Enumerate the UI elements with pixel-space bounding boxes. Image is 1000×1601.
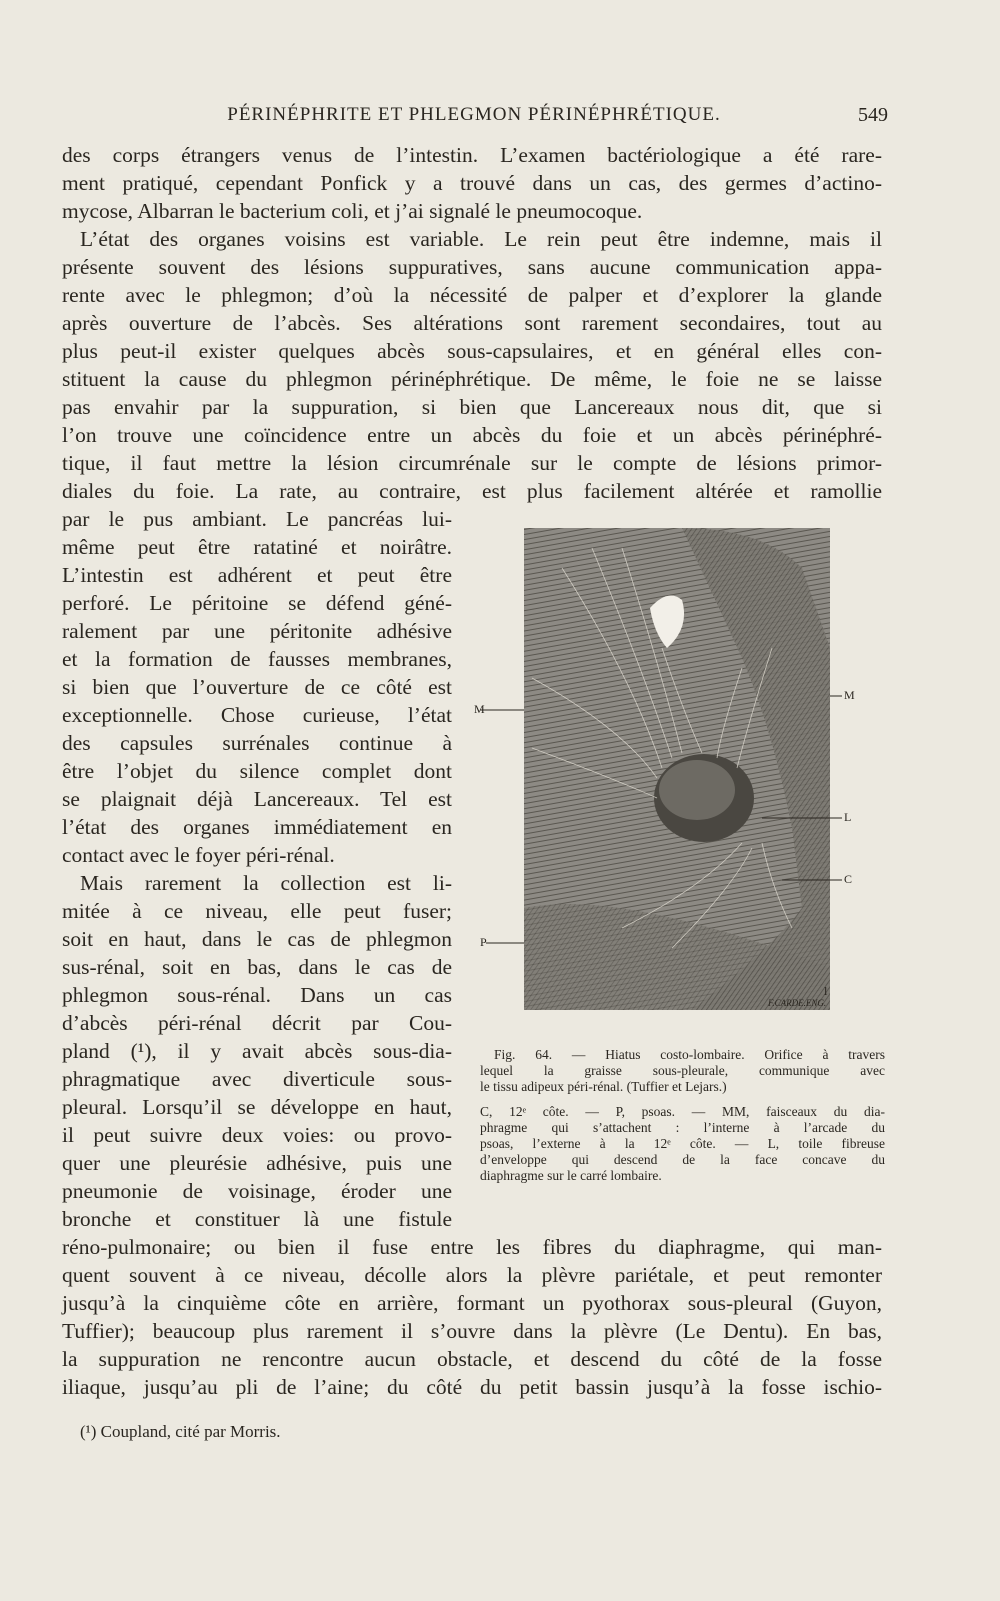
text-line: jusqu’à la cinquième côte en arrière, formant un pyothorax sous-pleural (Guyon, (62, 1291, 882, 1315)
label-m-left: M (474, 702, 485, 716)
text-line: rente avec le phlegmon; d’où la nécessité de palper et d’explorer la glande (62, 283, 882, 307)
running-header (60, 104, 888, 132)
text-line: par le pus ambiant. Le pancréas lui- (62, 507, 452, 531)
running-title: PÉRINÉPHRITE ET PHLEGMON PÉRINÉPHRÉTIQUE. (227, 104, 721, 125)
text-line: il peut suivre deux voies: ou provo- (62, 1123, 452, 1147)
figure-caption-line: le tissu adipeux péri-rénal. (Tuffier et Lejars.) (480, 1079, 727, 1094)
text-line: iliaque, jusqu’au pli de l’aine; du côté du petit bassin jusqu’à la fosse ischio- (62, 1375, 882, 1399)
text-line: des capsules surrénales continue à (62, 731, 452, 755)
text-line: bronche et constituer là une fistule (62, 1207, 452, 1231)
text-line: Tuffier); beaucoup plus rarement il s’ouvre dans la plèvre (Le Dentu). En bas, (62, 1319, 882, 1343)
engraver-signature: F.CARDE.ENG. (768, 998, 827, 1008)
text-line: pneumonie de voisinage, éroder une (62, 1179, 452, 1203)
text-line: pleural. Lorsqu’il se développe en haut, (62, 1095, 452, 1119)
text-line: tique, il faut mettre la lésion circumrénale sur le compte de lésions primor- (62, 451, 882, 475)
text-line: perforé. Le péritoine se défend géné- (62, 591, 452, 615)
text-line: si bien que l’ouverture de ce côté est (62, 675, 452, 699)
text-line: d’abcès péri-rénal décrit par Cou- (62, 1011, 452, 1035)
label-p: P (480, 935, 487, 949)
figure-caption-line: lequel la graisse sous-pleurale, communique avec (480, 1063, 885, 1078)
text-line: quent souvent à ce niveau, décolle alors la plèvre pariétale, et peut remonter (62, 1263, 882, 1287)
page-number: 549 (858, 104, 888, 126)
text-line: contact avec le foyer péri-rénal. (62, 843, 335, 867)
text-line: ralement par une péritonite adhésive (62, 619, 452, 643)
text-line: être l’objet du silence complet dont (62, 759, 452, 783)
text-line: sus-rénal, soit en bas, dans le cas de (62, 955, 452, 979)
figure-caption-line: psoas, l’externe à la 12ᵉ côte. — L, toile fibreuse (480, 1136, 885, 1151)
text-line: phlegmon sous-rénal. Dans un cas (62, 983, 452, 1007)
label-c: C (844, 872, 853, 886)
text-line: phragmatique avec diverticule sous- (62, 1067, 452, 1091)
text-line: pland (¹), il y avait abcès sous-dia- (62, 1039, 452, 1063)
text-line: mycose, Albarran le bacterium coli, et j’ai signalé le pneumocoque. (62, 199, 643, 223)
text-line: soit en haut, dans le cas de phlegmon (62, 927, 452, 951)
figure-caption-line: diaphragme sur le carré lombaire. (480, 1168, 662, 1183)
text-line: stituent la cause du phlegmon périnéphrétique. De même, le foie ne se laisse (62, 367, 882, 391)
figure-caption-line: d’enveloppe qui descend de la face concave du (480, 1152, 885, 1167)
text-line: Mais rarement la collection est li- (80, 871, 452, 895)
text-line: L’état des organes voisins est variable. Le rein peut être indemne, mais il (80, 227, 882, 251)
costolumbar-hiatus-illustration (472, 528, 888, 1028)
text-line: quer une pleurésie adhésive, puis une (62, 1151, 452, 1175)
label-l: L (844, 810, 852, 824)
text-line: ment pratiqué, cependant Ponfick y a trouvé dans un cas, des germes d’actino- (62, 171, 882, 195)
text-line: l’on trouve une coïncidence entre un abcès du foie et un abcès périnéphré- (62, 423, 882, 447)
text-line: l’état des organes immédiatement en (62, 815, 452, 839)
label-m-right: M (844, 688, 855, 702)
text-line: présente souvent des lésions suppuratives, sans aucune communication appa- (62, 255, 882, 279)
footnote: (¹) Coupland, cité par Morris. (80, 1422, 281, 1441)
text-line: plus peut-il exister quelques abcès sous-capsulaires, et en général elles con- (62, 339, 882, 363)
text-line: pas envahir par la suppuration, si bien que Lancereaux nous dit, que si (62, 395, 882, 419)
text-line: réno-pulmonaire; ou bien il fuse entre les fibres du diaphragme, qui man- (62, 1235, 882, 1259)
label-small: l (824, 984, 828, 998)
text-line: exceptionnelle. Chose curieuse, l’état (62, 703, 452, 727)
text-line: se plaignait déjà Lancereaux. Tel est (62, 787, 452, 811)
figure-caption-line: Fig. 64. — Hiatus costo-lombaire. Orifice à travers (494, 1047, 885, 1062)
text-line: L’intestin est adhérent et peut être (62, 563, 452, 587)
anatomical-figure (472, 528, 888, 1028)
text-line: après ouverture de l’abcès. Ses altérations sont rarement secondaires, tout au (62, 311, 882, 335)
figure-caption-line: phragme qui s’attachent : l’interne à l’arcade du (480, 1120, 885, 1135)
text-line: et la formation de fausses membranes, (62, 647, 452, 671)
text-line: mitée à ce niveau, elle peut fuser; (62, 899, 452, 923)
figure-caption-line: C, 12ᵉ côte. — P, psoas. — MM, faisceaux du dia- (480, 1104, 885, 1119)
text-line: la suppuration ne rencontre aucun obstacle, et descend du côté de la fosse (62, 1347, 882, 1371)
text-line: des corps étrangers venus de l’intestin. L’examen bactériologique a été rare- (62, 143, 882, 167)
text-line: même peut être ratatiné et noirâtre. (62, 535, 452, 559)
text-line: diales du foie. La rate, au contraire, est plus facilement altérée et ramollie (62, 479, 882, 503)
